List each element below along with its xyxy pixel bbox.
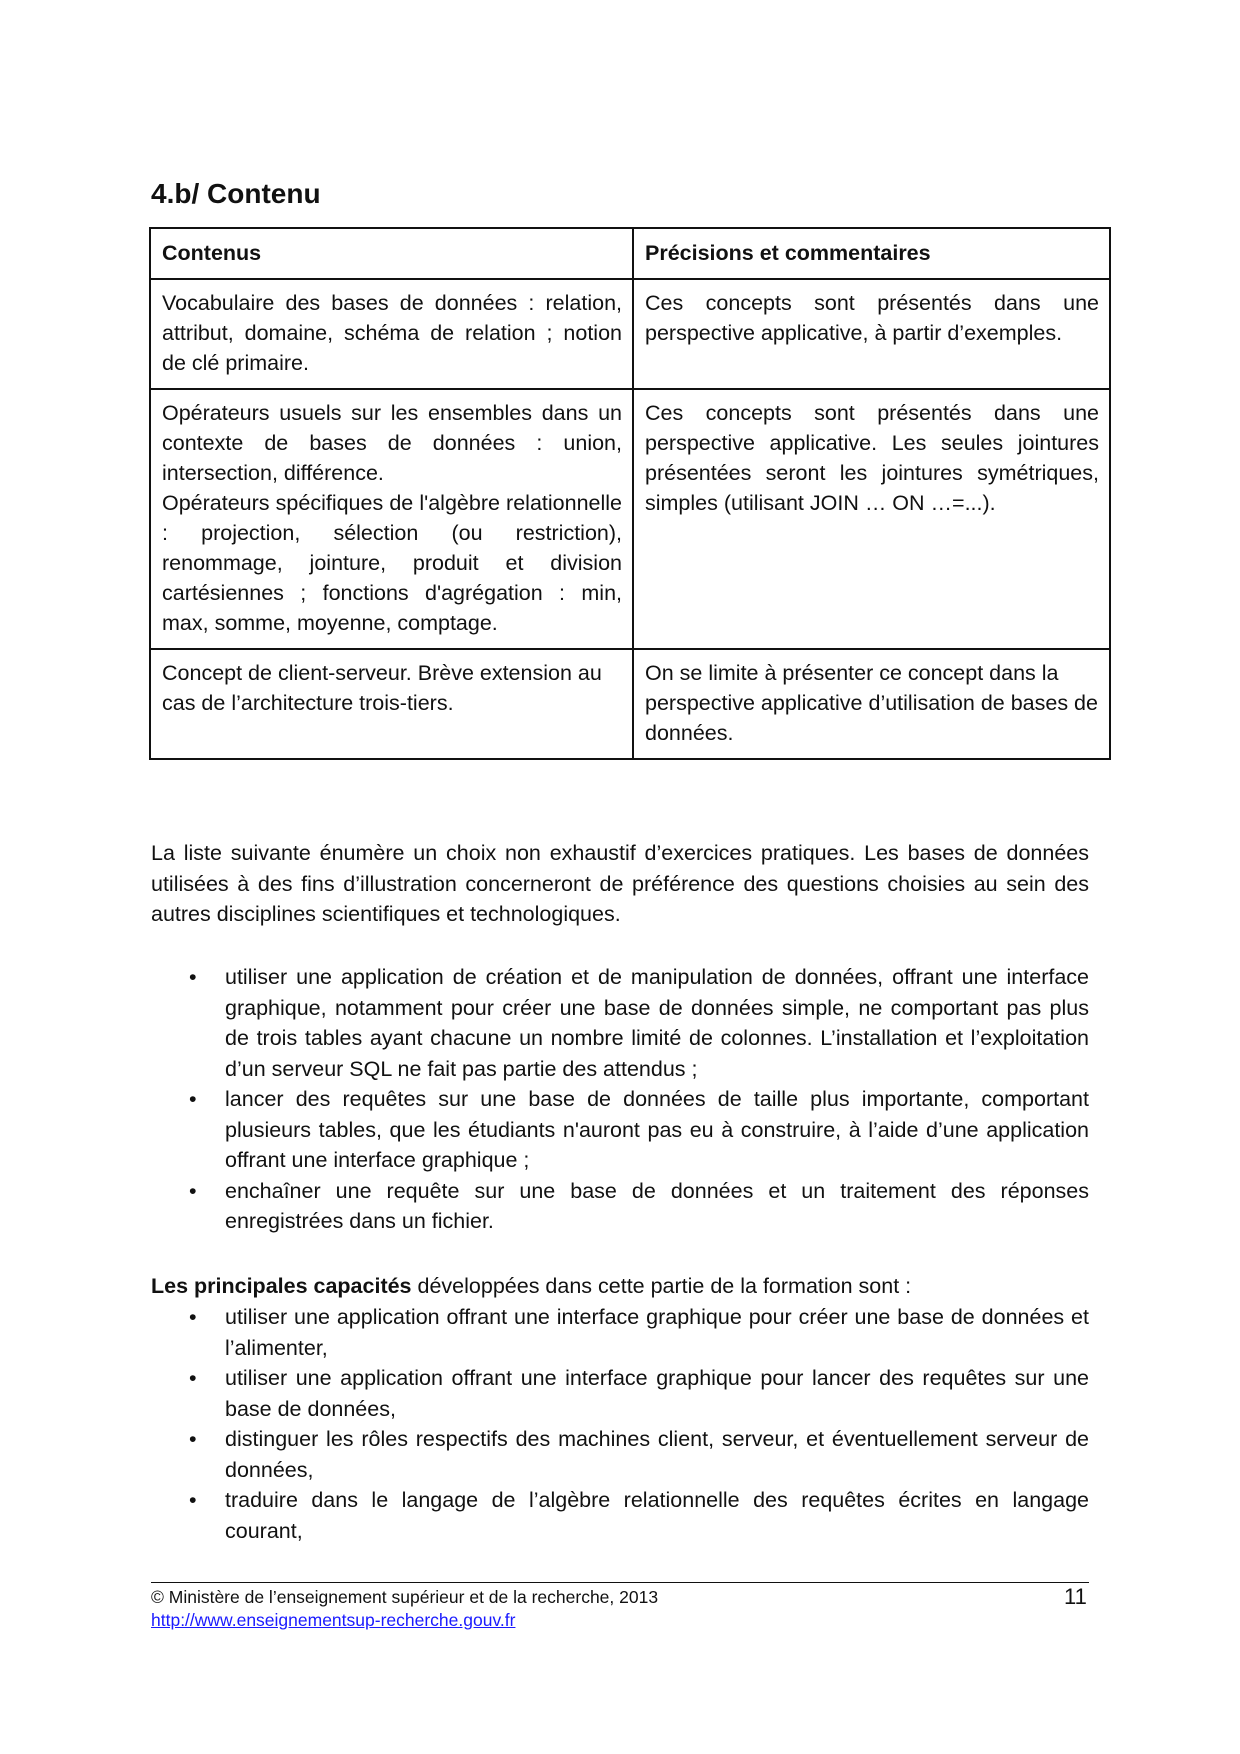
list-item <box>151 1363 1089 1424</box>
cell-paragraph: Opérateurs spécifiques de l'algèbre relationnelle : projection, sélection (ou restriction), renommage, jointure, produit et division cartésiennes ; fonctions d'agrégation : min, max, somme, moyenne, comptage. <box>162 491 622 635</box>
list-item-text: enchaîner une requête sur une base de données et un traitement des réponses enregistrées dans un fichier. <box>225 1178 1089 1233</box>
list-item <box>151 962 1089 1084</box>
bullet-icon: • <box>189 1305 197 1329</box>
cell-contenus <box>150 389 633 649</box>
header-contenus: Contenus <box>150 228 633 279</box>
section-title: 4.b/ Contenu <box>151 178 321 209</box>
list-item-text: utiliser une application de création et de manipulation de données, offrant une interface graphique, notamment pour créer une base de données simple, ne comportant pas plus de trois tables ayant chacune un nombre limité de colonnes. L’installation et l’exploitation d’un serveur SQL ne fait pas partie des attendus ; <box>225 965 1089 1081</box>
cell-precisions: Ces concepts sont présentés dans une perspective applicative, à partir d’exemples. <box>633 279 1110 389</box>
table-row <box>150 389 1110 649</box>
bullet-icon: • <box>189 1366 197 1390</box>
table-row <box>150 649 1110 759</box>
cell-contenus: Vocabulaire des bases de données : relation, attribut, domaine, schéma de relation ; notion de clé primaire. <box>150 279 633 389</box>
capacities-lead-rest: développées dans cette partie de la formation sont : <box>411 1274 912 1298</box>
footer-website-link[interactable]: http://www.enseignementsup-recherche.gouv.fr <box>151 1610 516 1630</box>
bullet-icon: • <box>189 1488 197 1512</box>
footer-copyright: © Ministère de l’enseignement supérieur et de la recherche, 2013 <box>151 1587 659 1607</box>
page-number: 11 <box>1064 1584 1087 1609</box>
list-item-text: utiliser une application offrant une interface graphique pour créer une base de données et l’alimenter, <box>225 1305 1089 1360</box>
intro-paragraph: La liste suivante énumère un choix non exhaustif d’exercices pratiques. Les bases de données utilisées à des fins d’illustration concerneront de préférence des questions choisies au sein des autres disciplines scientifiques et technologiques. <box>151 841 1089 926</box>
capacities-lead <box>151 1271 1089 1302</box>
list-item-text: lancer des requêtes sur une base de données de taille plus importante, comportant plusieurs tables, que les étudiants n'auront pas eu à construire, à l’aide d’une application offrant une interface graphique ; <box>225 1087 1089 1172</box>
bullet-icon: • <box>189 1427 197 1451</box>
list-item <box>151 1176 1089 1237</box>
list-item-text: utiliser une application offrant une interface graphique pour lancer des requêtes sur une base de données, <box>225 1366 1089 1421</box>
table-row <box>150 279 1110 389</box>
exercise-list <box>151 962 1089 1237</box>
list-item-text: distinguer les rôles respectifs des machines client, serveur, et éventuellement serveur de données, <box>225 1427 1089 1482</box>
cell-paragraph: Opérateurs usuels sur les ensembles dans un contexte de bases de données : union, intersection, différence. <box>162 401 622 485</box>
bullet-icon: • <box>189 1178 197 1203</box>
cell-contenus: Concept de client-serveur. Brève extension au cas de l’architecture trois-tiers. <box>150 649 633 759</box>
list-item <box>151 1084 1089 1176</box>
cell-precisions: Ces concepts sont présentés dans une perspective applicative. Les seules jointures présentées seront les jointures symétriques, simples (utilisant JOIN … ON …=...). <box>633 389 1110 649</box>
bullet-icon: • <box>189 1087 197 1111</box>
bullet-icon: • <box>189 965 197 989</box>
capacities-lead-bold: Les principales capacités <box>151 1274 412 1298</box>
list-item-text: traduire dans le langage de l’algèbre relationnelle des requêtes écrites en langage courant, <box>225 1488 1089 1543</box>
list-item <box>151 1424 1089 1485</box>
cell-precisions: On se limite à présenter ce concept dans la perspective applicative d’utilisation de bases de données. <box>633 649 1110 759</box>
header-precisions: Précisions et commentaires <box>633 228 1110 279</box>
table-header-row <box>150 228 1110 279</box>
list-item <box>151 1302 1089 1363</box>
footer-divider <box>151 1582 1089 1583</box>
capacities-list <box>151 1302 1089 1546</box>
content-table <box>149 227 1111 760</box>
list-item <box>151 1485 1089 1546</box>
